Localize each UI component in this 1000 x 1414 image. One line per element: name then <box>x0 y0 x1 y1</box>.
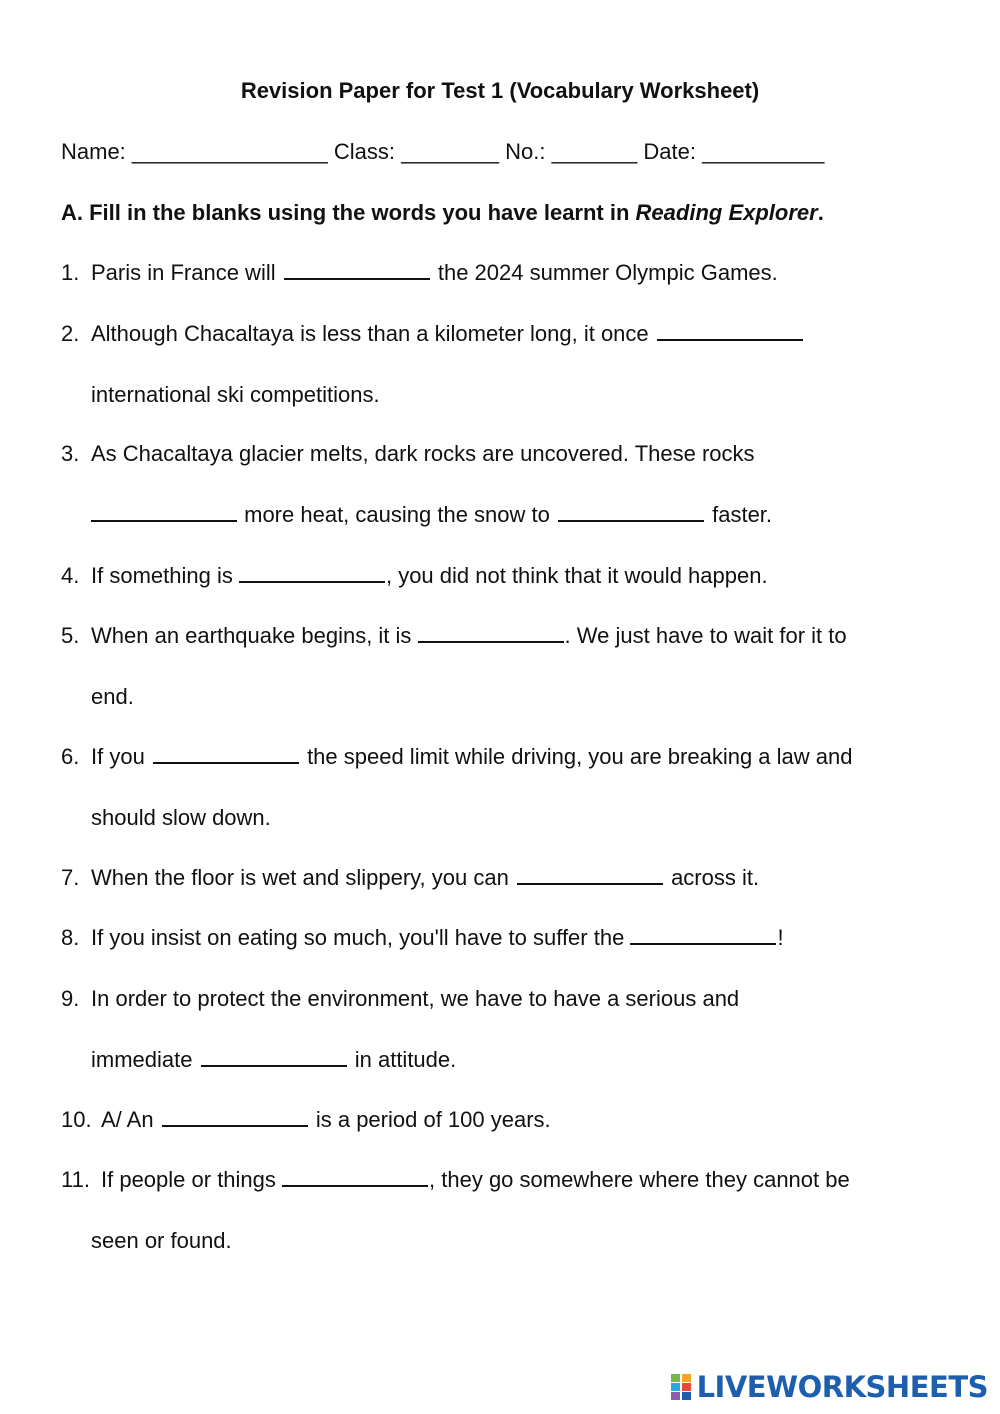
liveworksheets-logo[interactable] <box>671 1372 988 1402</box>
question-text: If you <box>91 744 145 769</box>
question-text: A/ An <box>101 1107 154 1132</box>
question-text: in attitude. <box>354 1046 457 1072</box>
question-text: faster. <box>712 501 773 527</box>
question-6 <box>61 727 941 848</box>
no-label: No.: <box>505 139 546 164</box>
question-text: When an earthquake begins, it is <box>91 623 412 648</box>
date-label: Date: <box>643 139 696 164</box>
question-number: 10. <box>61 1107 92 1132</box>
question-text: international ski competitions. <box>91 381 380 407</box>
question-text: should slow down. <box>91 804 271 830</box>
question-text: ! <box>777 925 784 950</box>
question-number: 4. <box>61 563 80 588</box>
answer-blank[interactable] <box>201 1045 347 1067</box>
question-text: more heat, causing the snow to <box>244 501 550 527</box>
liveworksheets-logo-icon <box>671 1374 693 1400</box>
question-2 <box>61 304 941 425</box>
question-text: the 2024 summer Olympic Games. <box>437 260 778 285</box>
question-number: 8. <box>61 925 80 950</box>
question-number: 7. <box>61 865 80 890</box>
question-text: the speed limit while driving, you are breaking a law and <box>307 744 853 769</box>
answer-blank[interactable] <box>558 500 704 522</box>
class-blank[interactable]: ________ <box>401 139 499 164</box>
question-text: Although Chacaltaya is less than a kilometer long, it once <box>91 321 649 346</box>
section-heading-suffix: . <box>817 200 824 225</box>
logo-text: LIVEWORKSHEETS <box>696 1370 988 1404</box>
question-number: 2. <box>61 321 80 346</box>
answer-blank[interactable] <box>153 742 299 764</box>
question-11 <box>61 1150 941 1271</box>
question-number: 6. <box>61 744 80 769</box>
question-text: When the floor is wet and slippery, you can <box>91 865 509 890</box>
question-3 <box>61 424 941 545</box>
name-blank[interactable]: ________________ <box>131 139 328 164</box>
question-text: end. <box>91 683 134 709</box>
question-text: immediate <box>91 1046 193 1072</box>
answer-blank[interactable] <box>162 1105 308 1127</box>
question-5 <box>61 606 941 727</box>
question-text: If something is <box>91 563 233 588</box>
question-text: across it. <box>671 865 760 890</box>
answer-blank[interactable] <box>91 500 237 522</box>
question-10 <box>61 1090 941 1151</box>
question-text: Paris in France will <box>91 260 276 285</box>
question-text: If you insist on eating so much, you'll have to suffer the <box>91 925 625 950</box>
question-number: 1. <box>61 260 80 285</box>
question-text: seen or found. <box>91 1227 232 1253</box>
question-number: 3. <box>61 441 80 466</box>
question-text: As Chacaltaya glacier melts, dark rocks are uncovered. These rocks <box>91 441 755 466</box>
question-7 <box>61 848 941 909</box>
question-9 <box>61 969 941 1090</box>
section-heading-prefix: A. Fill in the blanks using the words you have learnt in <box>61 200 636 225</box>
student-info-line <box>61 137 824 167</box>
answer-blank[interactable] <box>284 258 430 280</box>
page-title: Revision Paper for Test 1 (Vocabulary Worksheet) <box>240 78 760 103</box>
answer-blank[interactable] <box>517 863 663 885</box>
class-label: Class: <box>333 139 395 164</box>
date-blank[interactable]: __________ <box>702 139 825 164</box>
no-blank[interactable]: _______ <box>551 139 638 164</box>
question-number: 11. <box>61 1167 90 1192</box>
answer-blank[interactable] <box>630 923 776 945</box>
answer-blank[interactable] <box>418 621 564 643</box>
book-title: Reading Explorer <box>635 200 818 225</box>
answer-blank[interactable] <box>239 561 385 583</box>
question-text: In order to protect the environment, we have to have a serious and <box>91 986 740 1011</box>
answer-blank[interactable] <box>282 1165 428 1187</box>
question-number: 9. <box>61 986 80 1011</box>
question-text: . We just have to wait for it to <box>564 623 847 648</box>
section-heading <box>61 198 824 228</box>
question-1 <box>61 243 941 304</box>
question-text: , they go somewhere where they cannot be <box>429 1167 850 1192</box>
question-text: is a period of 100 years. <box>315 1107 551 1132</box>
name-label: Name: <box>61 139 126 164</box>
answer-blank[interactable] <box>657 319 803 341</box>
question-4 <box>61 546 941 607</box>
question-number: 5. <box>61 623 80 648</box>
question-8 <box>61 908 941 969</box>
question-text: If people or things <box>101 1167 276 1192</box>
question-text: , you did not think that it would happen. <box>385 563 768 588</box>
